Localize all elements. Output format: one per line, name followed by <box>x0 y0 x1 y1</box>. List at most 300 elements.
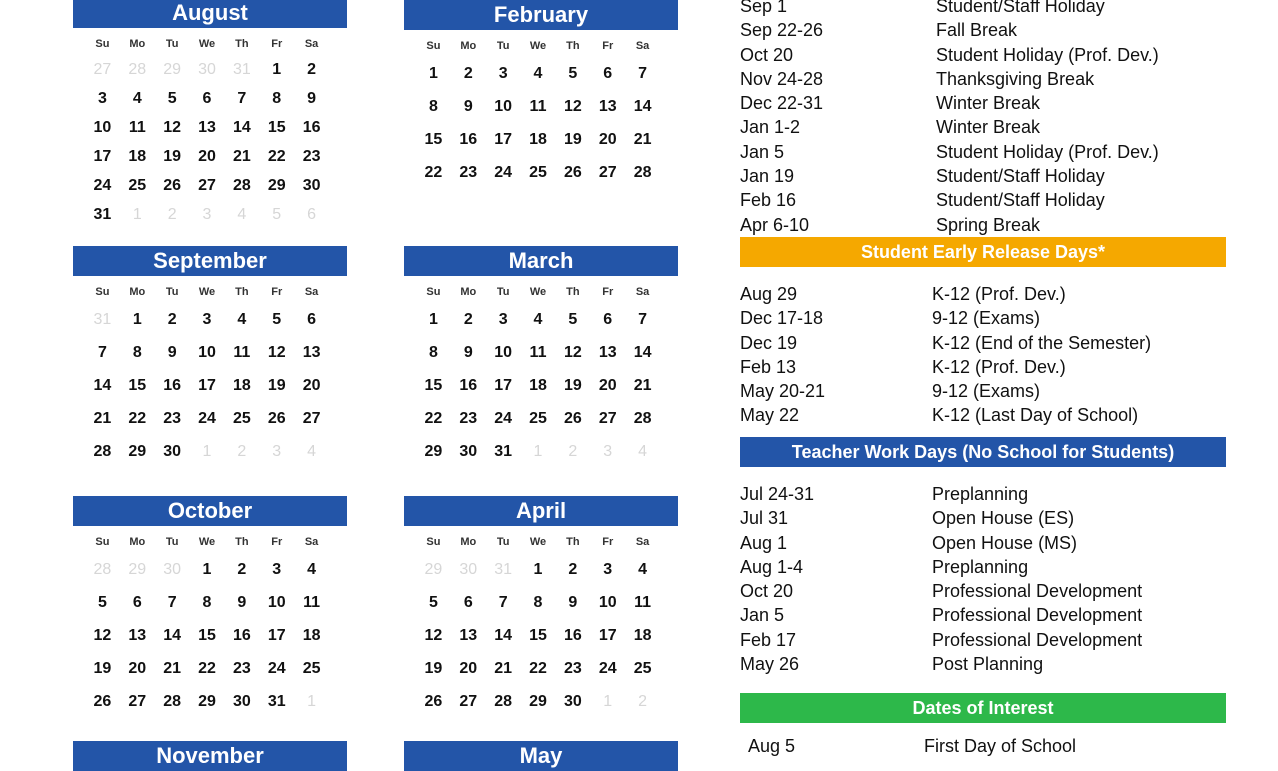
day-cell: 15 <box>529 627 547 644</box>
day-cell: 18 <box>633 627 652 644</box>
day-cell: 6 <box>603 311 613 328</box>
week-row <box>85 553 329 586</box>
day-cell: 12 <box>424 627 443 644</box>
weekday-label: Th <box>235 38 249 50</box>
day-cell: 12 <box>163 119 182 136</box>
weekday-header <box>85 38 329 52</box>
day-cell: 28 <box>163 693 182 710</box>
week-row <box>85 685 329 718</box>
day-cell: 16 <box>302 119 321 136</box>
event-label: 9-12 (Exams) <box>932 381 1041 402</box>
event-row <box>740 282 1226 306</box>
day-cell: 13 <box>128 627 147 644</box>
event-date: Nov 24-28 <box>740 68 824 89</box>
day-cell: 8 <box>132 344 142 361</box>
day-cell: 9 <box>463 344 473 361</box>
week-row <box>416 553 660 586</box>
event-label: Student/Staff Holiday <box>936 166 1105 187</box>
event-date: Dec 17-18 <box>740 308 824 329</box>
weekday-label: Fr <box>602 536 614 548</box>
week-row <box>85 84 329 113</box>
week-row <box>416 586 660 619</box>
day-cell: 5 <box>568 65 578 82</box>
weekday-label: Mo <box>460 40 477 52</box>
event-date: May 22 <box>740 405 800 426</box>
day-cell: 31 <box>267 693 286 710</box>
weekday-label: We <box>529 536 547 548</box>
event-row <box>740 91 1226 115</box>
event-row <box>740 379 1226 403</box>
week-row <box>416 619 660 652</box>
day-cell: 11 <box>634 594 652 611</box>
event-date: Feb 17 <box>740 629 797 650</box>
day-cell: 15 <box>424 377 443 394</box>
day-cell: 28 <box>633 410 652 427</box>
day-cell: 29 <box>128 561 147 578</box>
event-label: Spring Break <box>936 214 1041 235</box>
day-cell: 4 <box>533 311 543 328</box>
day-cell: 27 <box>93 61 112 78</box>
event-label: K-12 (Prof. Dev.) <box>932 356 1066 377</box>
weekday-label: Sa <box>304 286 319 298</box>
day-cell: 10 <box>267 594 286 611</box>
event-label: 9-12 (Exams) <box>932 308 1041 329</box>
day-cell: 30 <box>459 443 478 460</box>
day-cell: 28 <box>232 177 251 194</box>
day-cell: 26 <box>93 693 112 710</box>
month-title: October <box>73 496 347 526</box>
day-cell: 16 <box>459 377 478 394</box>
day-cell: 30 <box>163 561 182 578</box>
month-may <box>404 741 678 771</box>
weekday-label: We <box>198 286 216 298</box>
day-cell: 25 <box>529 410 547 427</box>
day-cell: 22 <box>198 660 216 677</box>
event-label: First Day of School <box>924 736 1077 756</box>
day-cell: 1 <box>202 561 212 578</box>
day-cell: 1 <box>533 561 543 578</box>
day-cell: 2 <box>237 443 247 460</box>
event-date: Aug 29 <box>740 284 798 304</box>
event-label: Student Holiday (Prof. Dev.) <box>936 141 1159 162</box>
day-cell: 21 <box>232 148 251 165</box>
event-row <box>740 18 1226 42</box>
week-row <box>416 156 660 189</box>
day-cell: 30 <box>198 61 216 78</box>
month-september <box>73 246 347 468</box>
day-cell: 5 <box>272 206 282 223</box>
week-row <box>85 200 329 229</box>
event-label: Winter Break <box>936 93 1041 114</box>
week-row <box>416 402 660 435</box>
event-label: K-12 (Prof. Dev.) <box>932 284 1066 304</box>
day-cell: 3 <box>202 311 212 328</box>
day-cell: 30 <box>563 693 582 710</box>
day-cell: 3 <box>97 90 107 107</box>
day-cell: 2 <box>463 311 473 328</box>
day-cell: 4 <box>307 443 317 460</box>
day-cell: 21 <box>163 660 182 677</box>
day-cell: 20 <box>302 377 321 394</box>
day-cell: 2 <box>638 693 648 710</box>
day-cell: 8 <box>428 344 438 361</box>
day-cell: 13 <box>598 98 617 115</box>
weekday-label: Th <box>235 286 249 298</box>
day-cell: 31 <box>232 61 251 78</box>
day-cell: 28 <box>494 693 513 710</box>
day-cell: 24 <box>494 164 513 181</box>
day-cell: 19 <box>424 660 443 677</box>
early-release-header: Student Early Release Days* <box>740 237 1226 267</box>
event-label: Professional Development <box>932 629 1143 650</box>
event-date: Jul 31 <box>740 508 789 529</box>
weekday-label: We <box>529 40 547 52</box>
day-cell: 29 <box>267 177 286 194</box>
day-cell: 14 <box>633 98 652 115</box>
day-cell: 21 <box>494 660 513 677</box>
event-date: Aug 1-4 <box>740 556 804 577</box>
day-cell: 8 <box>202 594 212 611</box>
day-cell: 4 <box>237 311 247 328</box>
month-title: February <box>404 0 678 30</box>
day-cell: 23 <box>232 660 251 677</box>
week-row <box>85 55 329 84</box>
day-cell: 3 <box>272 443 282 460</box>
day-cell: 16 <box>163 377 182 394</box>
day-cell: 9 <box>307 90 317 107</box>
day-cell: 5 <box>272 311 282 328</box>
week-row <box>416 123 660 156</box>
day-cell: 23 <box>459 410 478 427</box>
weekday-label: We <box>198 38 216 50</box>
day-cell: 23 <box>163 410 182 427</box>
day-cell: 18 <box>232 377 251 394</box>
teacher-work-days-header: Teacher Work Days (No School for Students) <box>740 437 1226 467</box>
month-title: March <box>404 246 678 276</box>
day-cell: 18 <box>529 131 547 148</box>
week-row <box>85 402 329 435</box>
day-cell: 13 <box>459 627 478 644</box>
event-row <box>740 43 1226 67</box>
week-row <box>416 652 660 685</box>
day-cell: 6 <box>132 594 142 611</box>
day-cell: 6 <box>603 65 613 82</box>
event-row <box>740 482 1226 506</box>
event-row <box>740 531 1226 555</box>
day-cell: 8 <box>428 98 438 115</box>
weekday-label: Su <box>95 286 110 298</box>
event-label: Student/Staff Holiday <box>936 0 1105 16</box>
event-row <box>740 628 1226 652</box>
day-cell: 1 <box>272 61 282 78</box>
day-cell: 13 <box>198 119 216 136</box>
weekday-label: Fr <box>271 536 283 548</box>
day-cell: 24 <box>267 660 286 677</box>
weekday-label: Th <box>566 536 580 548</box>
day-cell: 3 <box>272 561 282 578</box>
weekday-label: Fr <box>602 286 614 298</box>
early-release-list <box>740 282 1226 428</box>
month-title: May <box>404 741 678 771</box>
weekday-label: Fr <box>271 286 283 298</box>
weekday-header <box>85 536 329 550</box>
day-cell: 20 <box>198 148 216 165</box>
event-row <box>740 115 1226 139</box>
month-title: August <box>73 0 347 28</box>
day-cell: 7 <box>498 594 508 611</box>
day-cell: 1 <box>202 443 212 460</box>
day-cell: 14 <box>633 344 652 361</box>
weekday-label: Th <box>235 536 249 548</box>
day-cell: 15 <box>424 131 443 148</box>
day-cell: 4 <box>638 561 648 578</box>
day-cell: 27 <box>459 693 478 710</box>
day-cell: 2 <box>167 206 177 223</box>
day-cell: 6 <box>202 90 212 107</box>
event-label: Professional Development <box>932 605 1143 626</box>
week-row <box>85 369 329 402</box>
day-cell: 12 <box>563 98 582 115</box>
event-label: Fall Break <box>936 20 1018 41</box>
day-cell: 26 <box>163 177 182 194</box>
day-cell: 19 <box>267 377 286 394</box>
day-cell: 29 <box>424 443 443 460</box>
day-cell: 29 <box>128 443 147 460</box>
day-cell: 8 <box>533 594 543 611</box>
weekday-header <box>85 286 329 300</box>
event-date: May 26 <box>740 654 800 675</box>
day-cell: 28 <box>633 164 652 181</box>
event-date: Jan 5 <box>740 141 785 162</box>
event-row <box>740 403 1226 427</box>
day-cell: 1 <box>132 311 142 328</box>
day-cell: 18 <box>529 377 547 394</box>
day-cell: 24 <box>494 410 513 427</box>
day-cell: 16 <box>459 131 478 148</box>
day-cell: 18 <box>128 148 147 165</box>
day-cell: 3 <box>603 561 613 578</box>
event-date: Sep 22-26 <box>740 20 824 41</box>
event-row <box>740 140 1226 164</box>
day-cell: 25 <box>302 660 321 677</box>
weekday-label: Sa <box>635 286 650 298</box>
day-cell: 2 <box>237 561 247 578</box>
day-cell: 7 <box>638 311 648 328</box>
day-cell: 19 <box>563 131 582 148</box>
day-cell: 9 <box>463 98 473 115</box>
day-cell: 17 <box>93 148 112 165</box>
event-label: Thanksgiving Break <box>936 68 1095 89</box>
month-november <box>73 741 347 771</box>
week-row <box>85 113 329 142</box>
week-row <box>416 336 660 369</box>
day-cell: 3 <box>603 443 613 460</box>
day-cell: 6 <box>307 206 317 223</box>
day-cell: 11 <box>529 98 547 115</box>
day-cell: 18 <box>302 627 321 644</box>
week-row <box>85 619 329 652</box>
event-date: Aug 1 <box>740 532 788 553</box>
day-cell: 25 <box>529 164 547 181</box>
weekday-label: Fr <box>271 38 283 50</box>
month-march <box>404 246 678 468</box>
weekday-label: Mo <box>129 38 146 50</box>
event-row <box>748 734 1234 758</box>
day-cell: 15 <box>128 377 147 394</box>
weekday-label: Su <box>95 536 110 548</box>
event-date: Jan 1-2 <box>740 117 801 138</box>
weekday-label: Tu <box>496 286 510 298</box>
weekday-label: Mo <box>129 286 146 298</box>
event-row <box>740 306 1226 330</box>
day-cell: 6 <box>463 594 473 611</box>
teacher-work-days-list <box>740 482 1226 676</box>
weekday-label: Sa <box>635 536 650 548</box>
day-cell: 16 <box>563 627 582 644</box>
event-label: Post Planning <box>932 654 1044 675</box>
weekday-label: Tu <box>165 38 179 50</box>
month-february <box>404 0 678 189</box>
event-date: Jul 24-31 <box>740 484 815 504</box>
week-row <box>85 586 329 619</box>
day-cell: 2 <box>167 311 177 328</box>
day-cell: 25 <box>633 660 652 677</box>
day-cell: 29 <box>163 61 182 78</box>
day-cell: 14 <box>232 119 251 136</box>
weekday-header <box>416 536 660 550</box>
day-cell: 1 <box>307 693 317 710</box>
weekday-label: Tu <box>496 40 510 52</box>
day-cell: 28 <box>93 561 112 578</box>
day-cell: 5 <box>568 311 578 328</box>
day-cell: 24 <box>598 660 617 677</box>
day-cell: 26 <box>563 410 582 427</box>
event-date: Dec 19 <box>740 332 798 353</box>
day-cell: 28 <box>128 61 147 78</box>
day-cell: 27 <box>598 410 617 427</box>
weekday-label: Su <box>426 40 441 52</box>
day-cell: 27 <box>198 177 216 194</box>
weekday-header <box>416 40 660 54</box>
day-cell: 27 <box>598 164 617 181</box>
weekday-label: Sa <box>304 536 319 548</box>
day-cell: 22 <box>424 164 443 181</box>
week-row <box>416 435 660 468</box>
day-cell: 24 <box>93 177 112 194</box>
day-cell: 9 <box>167 344 177 361</box>
day-cell: 14 <box>163 627 182 644</box>
event-label: K-12 (Last Day of School) <box>932 405 1139 426</box>
day-cell: 9 <box>237 594 247 611</box>
day-cell: 31 <box>494 561 513 578</box>
day-cell: 23 <box>563 660 582 677</box>
week-row <box>416 57 660 90</box>
event-row <box>740 0 1226 18</box>
day-cell: 3 <box>498 311 508 328</box>
weekday-label: Th <box>566 40 580 52</box>
day-cell: 6 <box>307 311 317 328</box>
event-date: Apr 6-10 <box>740 214 810 235</box>
day-cell: 10 <box>598 594 617 611</box>
day-cell: 20 <box>128 660 147 677</box>
day-cell: 20 <box>459 660 478 677</box>
week-row <box>85 303 329 336</box>
day-cell: 20 <box>598 377 617 394</box>
week-row <box>85 142 329 171</box>
day-cell: 2 <box>568 561 578 578</box>
day-cell: 17 <box>267 627 286 644</box>
day-cell: 26 <box>563 164 582 181</box>
dates-of-interest-list <box>748 734 1234 758</box>
day-cell: 21 <box>633 131 652 148</box>
weekday-header <box>416 286 660 300</box>
week-row <box>85 435 329 468</box>
day-cell: 31 <box>494 443 513 460</box>
day-cell: 10 <box>198 344 216 361</box>
day-cell: 7 <box>237 90 247 107</box>
day-cell: 11 <box>303 594 321 611</box>
dates-of-interest-header: Dates of Interest <box>740 693 1226 723</box>
day-cell: 11 <box>233 344 251 361</box>
day-cell: 29 <box>198 693 216 710</box>
weekday-label: We <box>198 536 216 548</box>
week-row <box>85 171 329 200</box>
event-label: Winter Break <box>936 117 1041 138</box>
day-cell: 4 <box>533 65 543 82</box>
day-cell: 22 <box>267 148 286 165</box>
day-cell: 13 <box>302 344 321 361</box>
event-date: Jan 19 <box>740 166 795 187</box>
day-cell: 17 <box>494 377 513 394</box>
day-cell: 15 <box>198 627 216 644</box>
weekday-label: Tu <box>165 286 179 298</box>
day-cell: 29 <box>424 561 443 578</box>
holiday-list <box>740 0 1226 237</box>
day-cell: 22 <box>128 410 147 427</box>
day-cell: 1 <box>603 693 613 710</box>
event-row <box>740 67 1226 91</box>
event-label: Student Holiday (Prof. Dev.) <box>936 44 1159 65</box>
day-cell: 5 <box>167 90 177 107</box>
day-cell: 10 <box>494 98 513 115</box>
event-row <box>740 164 1226 188</box>
event-label: Open House (MS) <box>932 532 1078 553</box>
week-row <box>416 90 660 123</box>
day-cell: 26 <box>267 410 286 427</box>
month-title: November <box>73 741 347 771</box>
day-cell: 7 <box>97 344 107 361</box>
day-cell: 14 <box>494 627 513 644</box>
day-cell: 4 <box>638 443 648 460</box>
day-cell: 20 <box>598 131 617 148</box>
day-cell: 19 <box>93 660 112 677</box>
day-cell: 12 <box>267 344 286 361</box>
day-cell: 8 <box>272 90 282 107</box>
day-cell: 4 <box>307 561 317 578</box>
event-date: Feb 16 <box>740 190 797 211</box>
day-cell: 17 <box>494 131 513 148</box>
event-label: Preplanning <box>932 556 1029 577</box>
day-cell: 2 <box>568 443 578 460</box>
event-row <box>740 603 1226 627</box>
event-row <box>740 188 1226 212</box>
day-cell: 3 <box>498 65 508 82</box>
day-cell: 14 <box>93 377 112 394</box>
day-cell: 13 <box>598 344 617 361</box>
day-cell: 27 <box>302 410 321 427</box>
day-cell: 19 <box>563 377 582 394</box>
day-cell: 19 <box>163 148 182 165</box>
